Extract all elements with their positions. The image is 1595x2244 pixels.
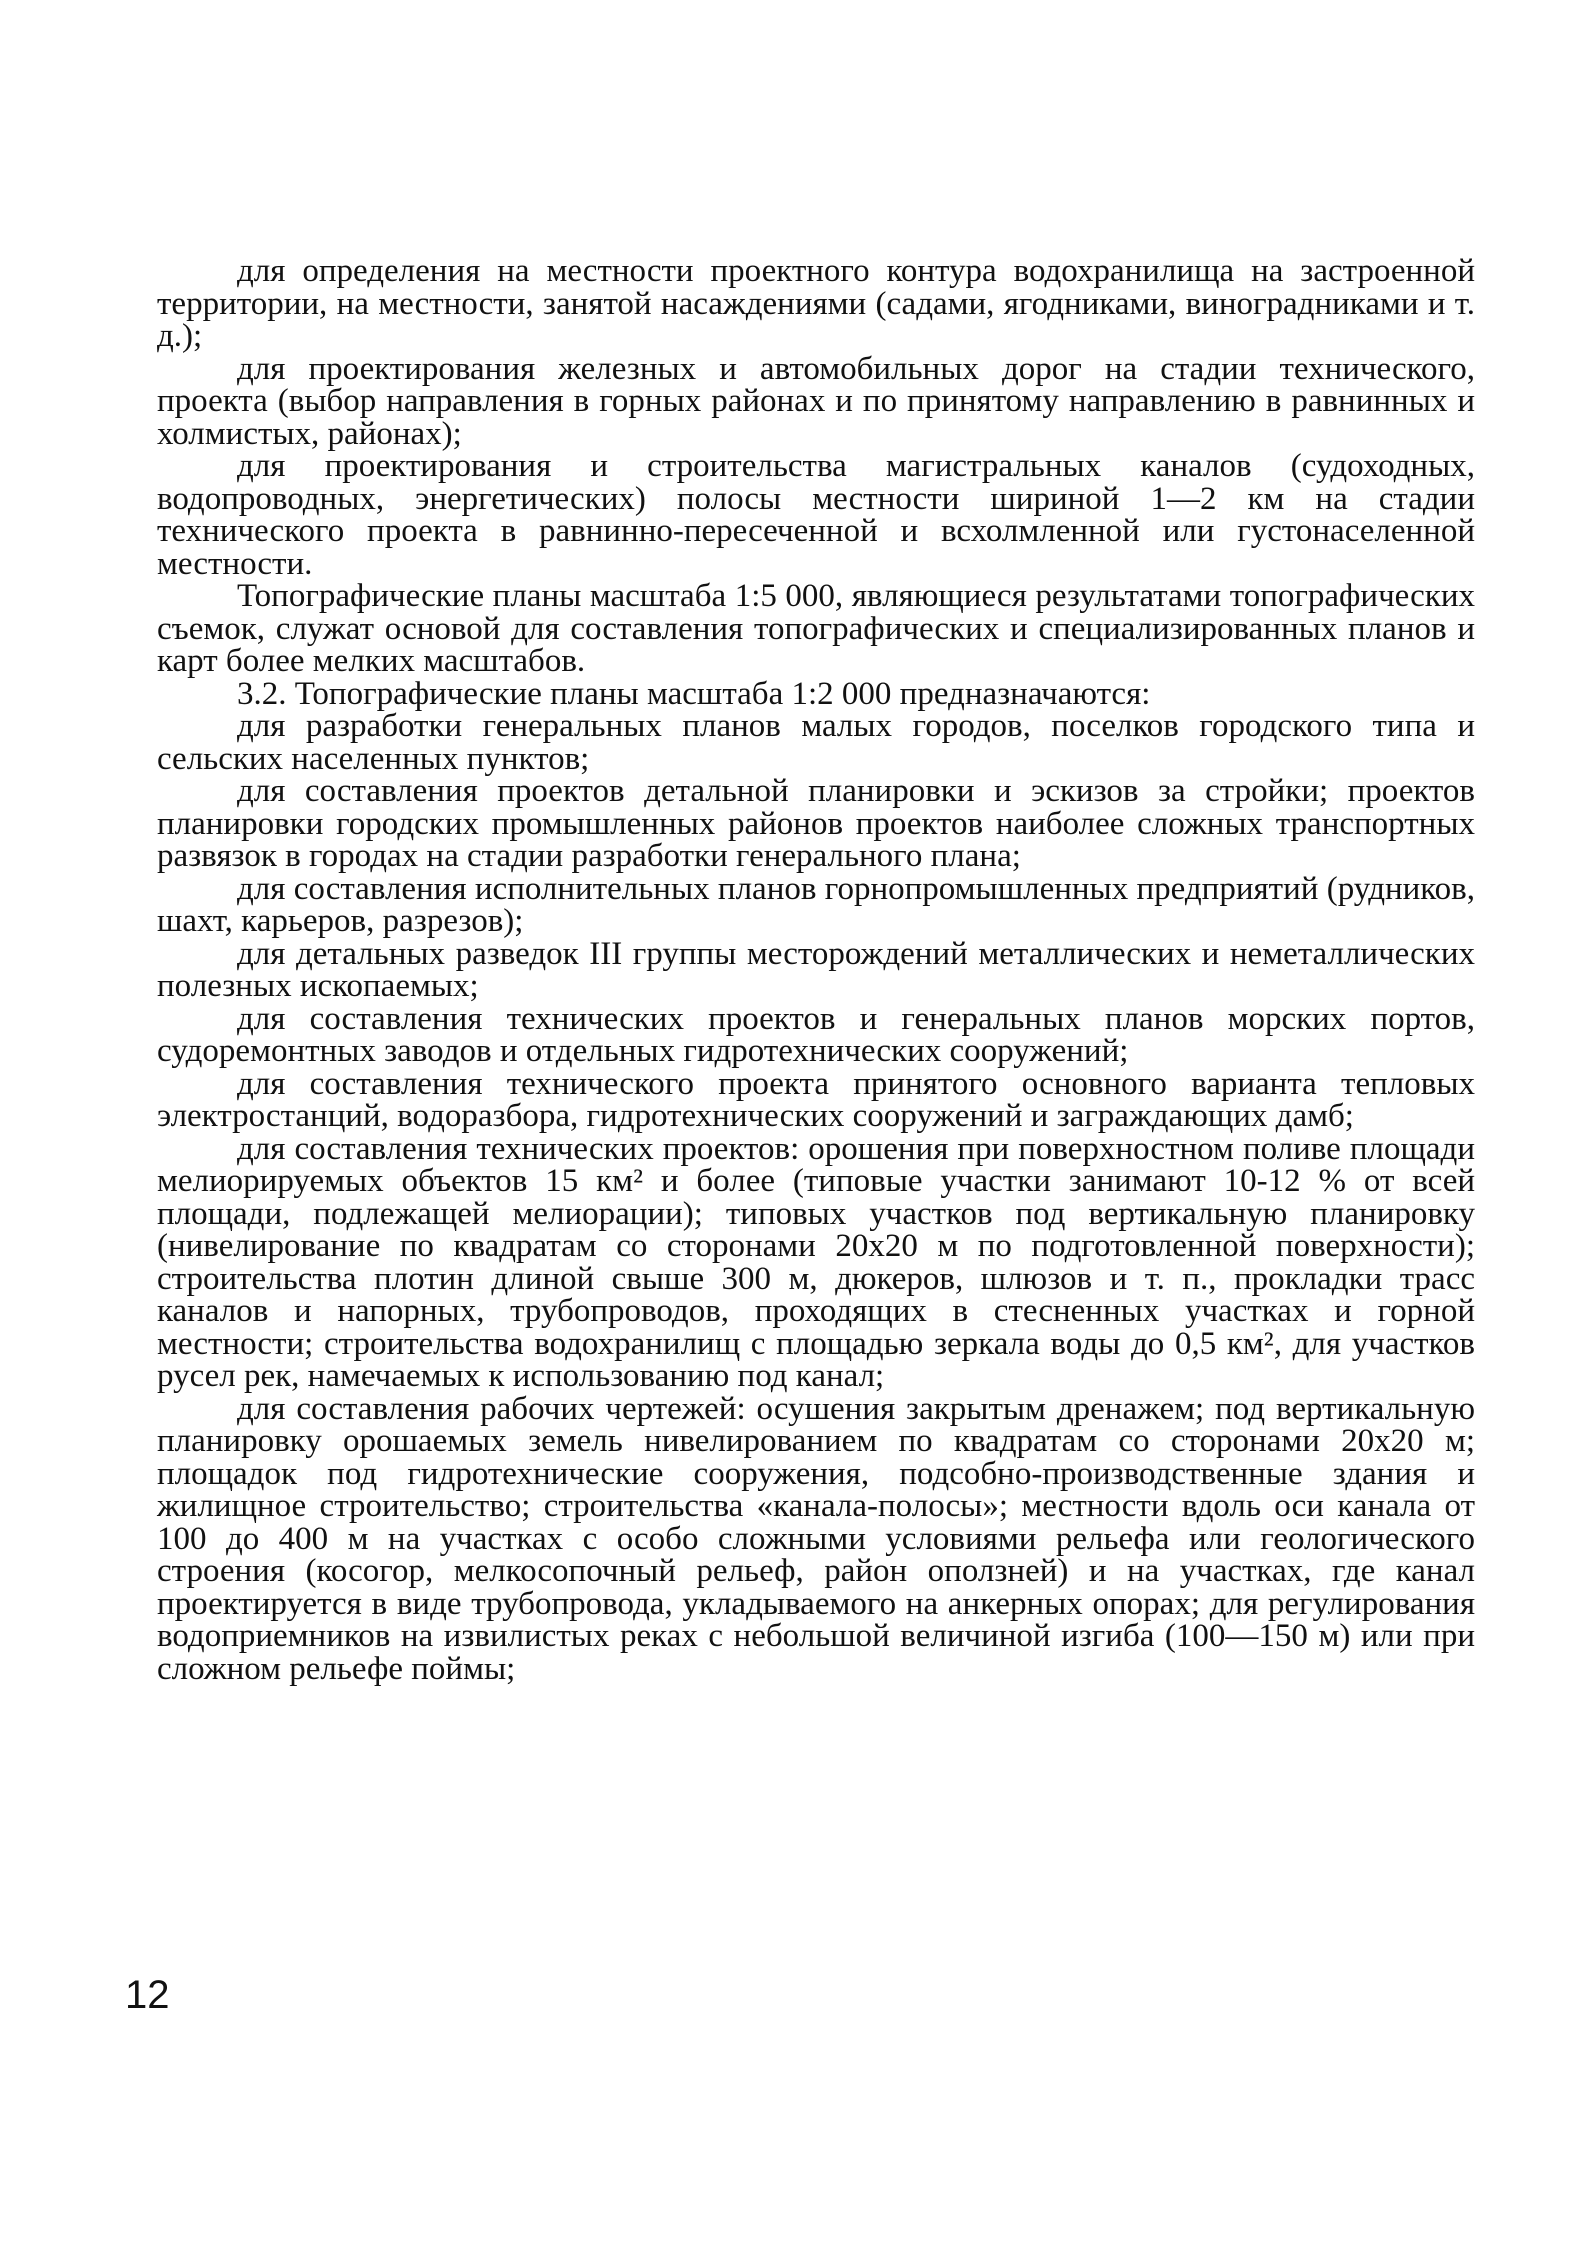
paragraph: для определения на местности проектного контура водохранилища на застроенной территории, на местности, занятой насаждениями (садами, ягодниками, виноградниками и т. д.);: [157, 253, 1475, 354]
paragraph: для детальных разведок III группы месторождений металлических и неметаллических полезных ископаемых;: [157, 935, 1475, 1004]
paragraph: для разработки генеральных планов малых городов, поселков городского типа и сельских населенных пунктов;: [157, 708, 1475, 777]
page-number: 12: [125, 1973, 170, 2017]
paragraph: для проектирования железных и автомобильных дорог на стадии технического, проекта (выбор направления в горных районах и по принятому направлению в равнинных и холмистых, районах);: [157, 350, 1475, 452]
paragraph: для составления исполнительных планов горнопромышленных предприятий (рудников, шахт, карьеров, разрезов);: [157, 870, 1475, 939]
paragraph: для составления проектов детальной планировки и эскизов за стройки; проектов планировки городских промышленных районов проектов наиболее сложных транспортных развязок в городах на стадии разработки генерального плана;: [157, 773, 1475, 874]
paragraph: для проектирования и строительства магистральных каналов (судоходных, водопроводных, энергетических) полосы местности шириной 1—2 км на стадии технического проекта в равнинно-пересеченной и всхолмленной или густонаселенной местности.: [157, 448, 1475, 582]
section-heading-paragraph: 3.2. Топографические планы масштаба 1:2 000 предназначаются:: [237, 675, 1151, 712]
body-text: [157, 255, 1475, 1685]
paragraph: для составления рабочих чертежей: осушения закрытым дренажем; под вертикальную планировку орошаемых земель нивелированием по квадратам со сторонами 20х20 м; площадок под гидротехнические сооружения, подсобно-производственные здания и жилищное строительство; строительства «канала-полосы»; местности вдоль оси канала от 100 до 400 м на участках с особо сложными условиями рельефа или геологического строения (косогор, мелкосопочный рельеф, район оползней) и на участках, где канал проектируется в виде трубопровода, укладываемого на анкерных опорах; для регулирования водоприемников на извилистых реках с небольшой величиной изгиба (100—150 м) или при сложном рельефе поймы;: [157, 1390, 1475, 1687]
paragraph: Топографические планы масштаба 1:5 000, являющиеся результатами топографических съемок, служат основой для составления топографических и специализированных планов и карт более мелких масштабов.: [157, 578, 1475, 679]
paragraph: для составления технических проектов: орошения при поверхностном поливе площади мелиорируемых объектов 15 км² и более (типовые участки занимают 10-12 % от всей площади, подлежащей мелиорации); типовых участков под вертикальную планировку (нивелирование по квадратам со сторонами 20х20 м по подготовленной поверхности); строительства плотин длиной свыше 300 м, дюкеров, шлюзов и т. п., прокладки трасс каналов и напорных, трубопроводов, проходящих в стесненных участках и горной местности; строительства водохранилищ с площадью зеркала воды до 0,5 км², для участков русел рек, намечаемых к использованию под канал;: [157, 1130, 1475, 1394]
paragraph: для составления технического проекта принятого основного варианта тепловых электростанций, водоразбора, гидротехнических сооружений и заграждающих дамб;: [157, 1065, 1475, 1134]
paragraph: для составления технических проектов и генеральных планов морских портов, судоремонтных заводов и отдельных гидротехнических сооружений;: [157, 1000, 1475, 1069]
